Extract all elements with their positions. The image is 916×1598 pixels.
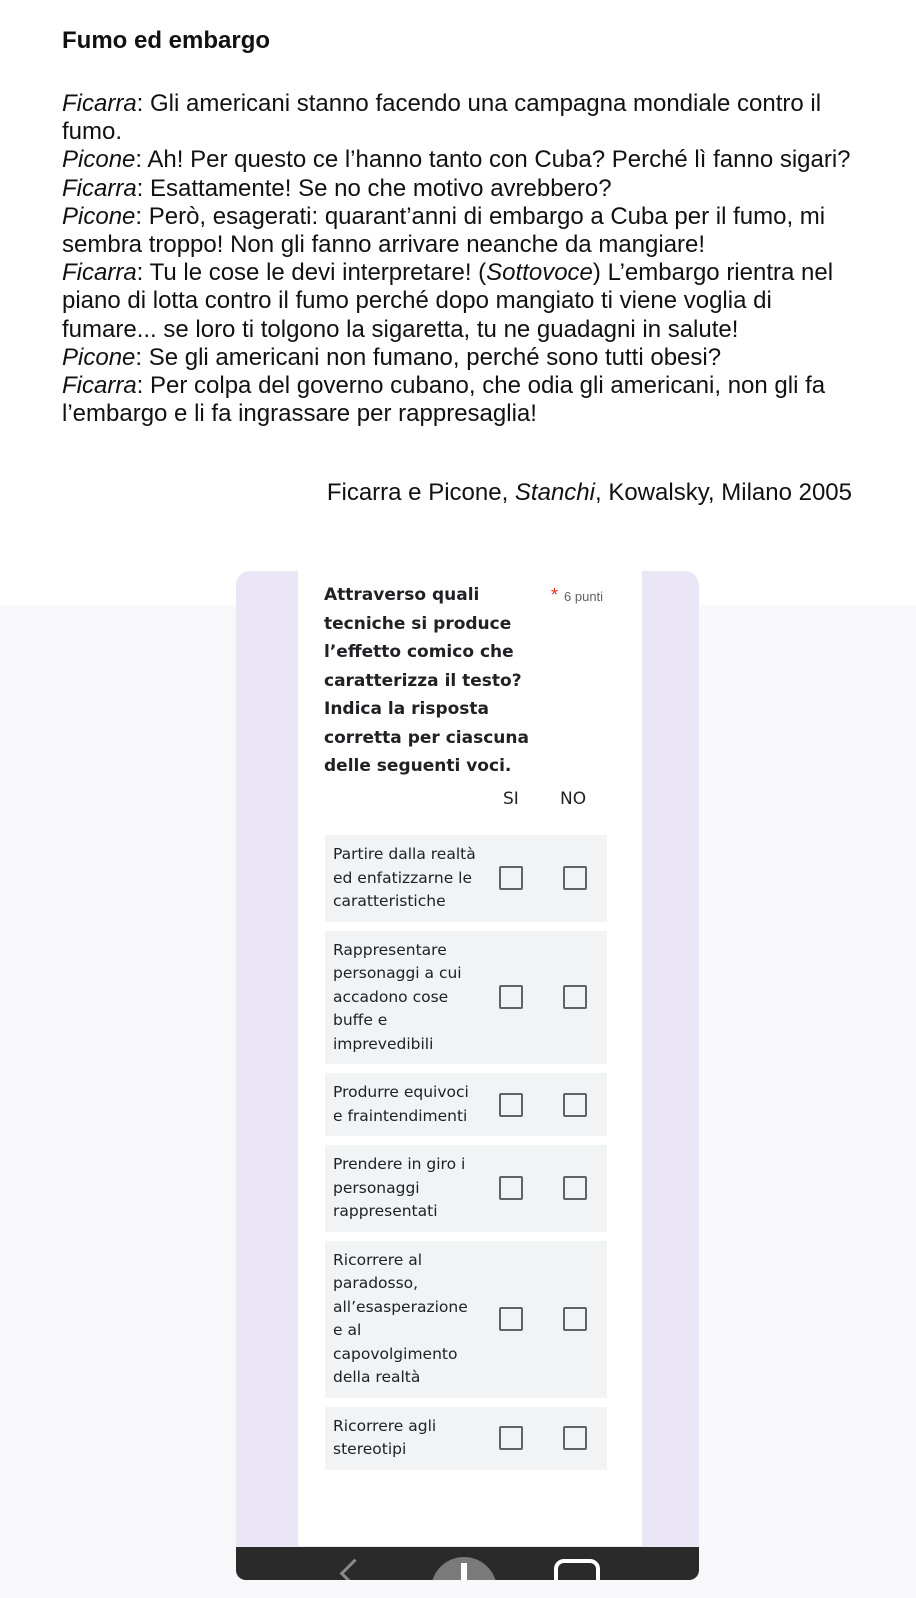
dialogue <box>62 90 852 428</box>
dialogue-text: : Per colpa del governo cubano, che odia gli americani, non gli fa l’embargo e li fa ingrassare per rappresaglia! <box>62 372 826 428</box>
dialogue-line <box>62 372 852 428</box>
points-label: 6 punti <box>564 589 604 604</box>
dialogue-text: : Gli americani stanno facendo una campagna mondiale contro il fumo. <box>62 90 822 146</box>
row-label: Rappresentare personaggi a cui accadono cose buffe e imprevedibili <box>333 940 462 1053</box>
row-label: Partire dalla realtà ed enfatizzarne le caratteristiche <box>333 845 476 910</box>
checkbox-si[interactable] <box>499 1093 523 1117</box>
speaker-name: Ficarra <box>62 259 137 287</box>
question-meta <box>551 581 603 611</box>
citation-authors: Ficarra e Picone, <box>326 479 515 506</box>
grid-row <box>325 835 607 922</box>
speaker-name: Ficarra <box>62 90 137 117</box>
speaker-name: Picone <box>62 146 136 174</box>
question-header <box>324 581 634 781</box>
grid-row <box>325 1407 607 1470</box>
grid-row <box>325 1073 607 1136</box>
question-title: Attraverso quali tecniche si produce l’effetto comico che caratterizza il testo? Indica la risposta corretta per ciascuna delle seguenti voci. <box>324 585 529 776</box>
checkbox-si[interactable] <box>499 1176 523 1200</box>
row-label: Ricorrere al paradosso, all’esasperazione e al capovolgimento della realtà <box>333 1250 468 1386</box>
column-header-si: SI <box>503 789 519 809</box>
citation-book: Stanchi <box>514 479 595 506</box>
checkbox-no[interactable] <box>563 866 587 890</box>
checkbox-no[interactable] <box>563 985 587 1009</box>
row-label: Prendere in giro i personaggi rappresentati <box>333 1155 466 1220</box>
dialogue-line <box>62 203 852 259</box>
dialogue-line <box>62 344 852 372</box>
checkbox-no[interactable] <box>563 1176 587 1200</box>
checkbox-si[interactable] <box>499 866 523 890</box>
citation <box>327 478 852 508</box>
checkbox-no[interactable] <box>563 1307 587 1331</box>
dialogue-text: : Però, esagerati: quarant’anni di embargo a Cuba per il fumo, mi sembra troppo! Non gli fanno arrivare neanche da mangiare! <box>62 202 826 259</box>
grid-row <box>325 1241 607 1398</box>
column-header-no: NO <box>560 789 587 809</box>
plus-icon <box>461 1563 467 1580</box>
checkbox-grid <box>325 835 607 1479</box>
question-card <box>298 571 642 1546</box>
checkbox-si[interactable] <box>499 985 523 1009</box>
dialogue-line <box>62 146 852 174</box>
dialogue-line <box>62 175 852 203</box>
grid-row <box>325 931 607 1065</box>
checkbox-no[interactable] <box>563 1093 587 1117</box>
document <box>62 22 852 428</box>
dialogue-text: : Tu le cose le devi interpretare! ( <box>136 259 487 287</box>
grid-row <box>325 1145 607 1232</box>
recent-apps-icon[interactable] <box>554 1559 600 1580</box>
speaker-name: Picone <box>62 202 136 230</box>
checkbox-si[interactable] <box>499 1307 523 1331</box>
phone-screen <box>236 571 699 1577</box>
checkbox-no[interactable] <box>563 1426 587 1450</box>
speaker-name: Picone <box>62 343 136 371</box>
dialogue-line <box>62 90 852 146</box>
required-asterisk: * <box>551 585 559 605</box>
speaker-name: Ficarra <box>62 372 137 400</box>
dialogue-text: : Ah! Per questo ce l’hanno tanto con Cuba? Perché lì fanno sigari? <box>135 146 851 174</box>
stage-direction: Sottovoce <box>486 259 593 287</box>
dialogue-text: : Se gli americani non fumano, perché sono tutti obesi? <box>135 343 722 371</box>
dialogue-line <box>62 259 852 344</box>
checkbox-si[interactable] <box>499 1426 523 1450</box>
dialogue-text: : Esattamente! Se no che motivo avrebbero? <box>136 174 612 202</box>
speaker-name: Ficarra <box>62 174 137 202</box>
citation-publisher: , Kowalsky, Milano 2005 <box>594 479 852 506</box>
row-label: Produrre equivoci e fraintendimenti <box>333 1083 469 1125</box>
back-arrow-icon[interactable] <box>340 1559 370 1580</box>
document-title: Fumo ed embargo <box>62 27 271 54</box>
dialogue-text: ) L’embargo rientra nel piano di lotta contro il fumo perché dopo mangiato ti viene voglia di fumare... se loro ti tolgono la sigaretta, tu ne guadagni in salute! <box>62 259 834 343</box>
row-label: Ricorrere agli stereotipi <box>333 1416 437 1458</box>
android-nav-bar <box>236 1547 699 1580</box>
